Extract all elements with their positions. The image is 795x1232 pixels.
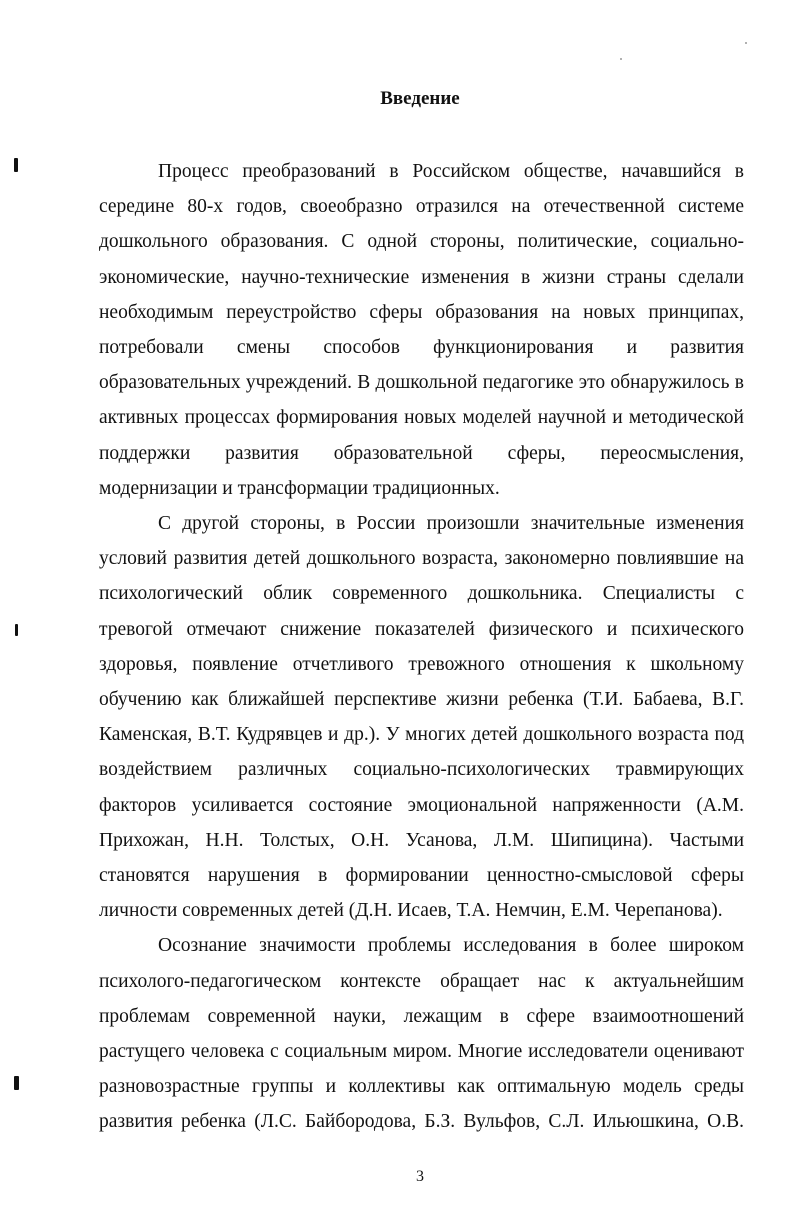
section-title: Введение <box>380 88 460 109</box>
scan-artifact-mark <box>14 158 18 172</box>
scan-artifact-mark <box>15 624 18 636</box>
scan-speck <box>620 58 622 60</box>
paragraph: Осознание значимости проблемы исследования в более широком психолого-педагогическом контексте обращает нас к актуальнейшим проблемам современной науки, лежащим в сфере взаимоотношений растущего человека с социальным миром. Многие исследователи оценивают разновозрастные группы и коллективы как оптимальную модель среды развития ребенка (Л.С. Байбородова, Б.З. Вульфов, С.Л. Ильюшкина, О.В. <box>99 935 744 1133</box>
page-number: 3 <box>416 1168 424 1185</box>
paragraph: Процесс преобразований в Российском обществе, начавшийся в середине 80-х годов, своеобразно отразился на отечественной системе дошкольного образования. С одной стороны, политические, социально-экономические, научно-технические изменения в жизни страны сделали необходимым переустройство сферы образования на новых принципах, потребовали смены способов функционирования и развития образовательных учреждений. В дошкольной педагогике это обнаружилось в активных процессах формирования новых моделей научной и методической поддержки развития образовательной сферы, переосмысления, модернизации и трансформации традиционных. <box>99 161 744 499</box>
scan-artifact-mark <box>14 1076 19 1090</box>
paragraph: С другой стороны, в России произошли значительные изменения условий развития детей дошкольного возраста, закономерно повлиявшие на психологический облик современного дошкольника. Специалисты с тревогой отмечают снижение показателей физического и психического здоровья, появление отчетливого тревожного отношения к школьному обучению как ближайшей перспективе жизни ребенка (Т.И. Бабаева, В.Г. Каменская, В.Т. Кудрявцев и др.). У многих детей дошкольного возраста под воздействием различных социально-психологических травмирующих факторов усиливается состояние эмоциональной напряженности (А.М. Прихожан, Н.Н. Толстых, О.Н. Усанова, Л.М. Шипицина). Частыми становятся нарушения в формировании ценностно-смысловой сферы личности современных детей (Д.Н. Исаев, Т.А. Немчин, Е.М. Черепанова). <box>99 513 744 922</box>
scan-speck <box>745 42 747 44</box>
body-text <box>99 154 744 1140</box>
